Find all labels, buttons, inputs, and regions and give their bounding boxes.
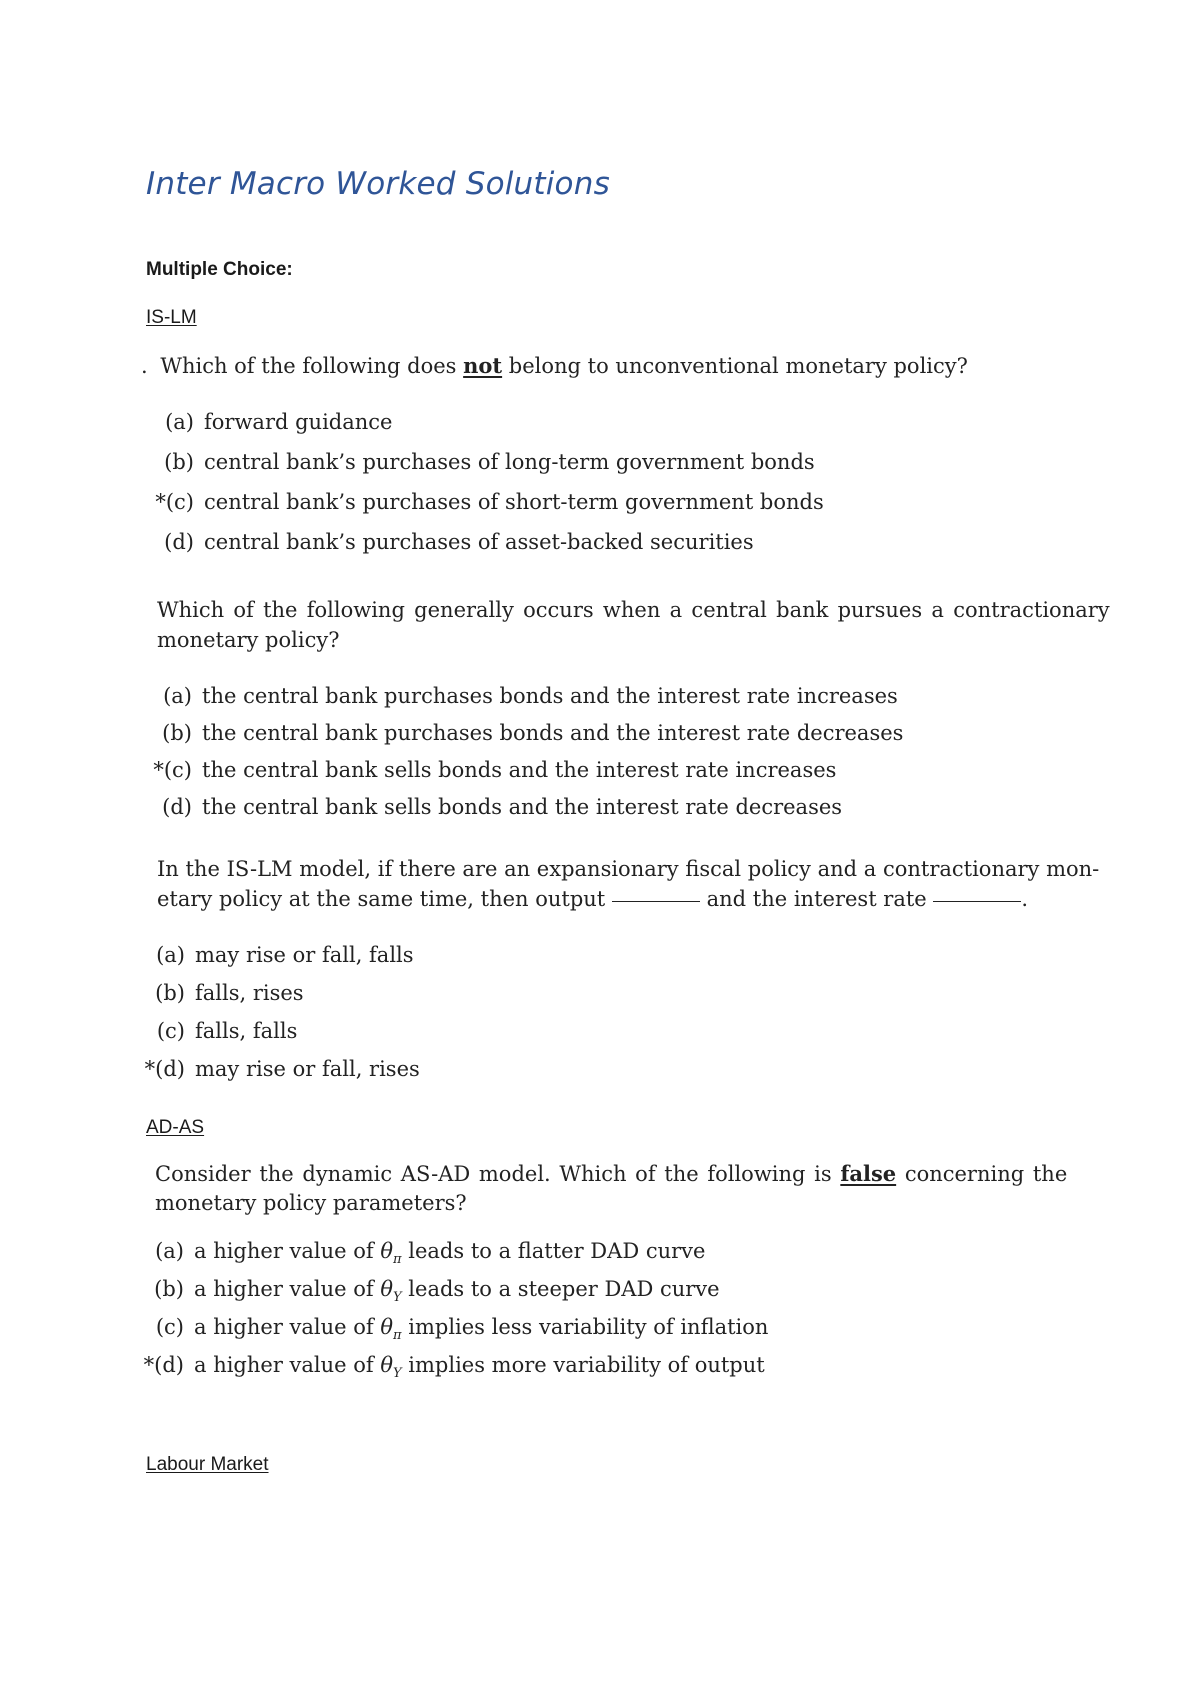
question-4-option bbox=[140, 1353, 765, 1381]
option-text: implies more variability of output bbox=[401, 1353, 765, 1377]
question-4-pre: Consider the dynamic AS-AD model. Which of the following is bbox=[155, 1162, 841, 1186]
question-3-option bbox=[141, 943, 414, 967]
option-text: leads to a flatter DAD curve bbox=[401, 1239, 706, 1263]
option-label: (c) bbox=[156, 1019, 185, 1043]
question-1-marker: . bbox=[141, 354, 148, 378]
option-label: (b) bbox=[154, 1277, 184, 1301]
question-4-option bbox=[140, 1277, 720, 1305]
answer-blank bbox=[933, 901, 1021, 902]
theta-subscript: π bbox=[393, 1252, 402, 1268]
question-2-line-2: monetary policy? bbox=[157, 628, 340, 652]
question-1-option bbox=[150, 530, 754, 554]
option-text: central bank’s purchases of short-term government bonds bbox=[204, 490, 824, 514]
question-3-option bbox=[141, 1019, 297, 1043]
question-2-option bbox=[148, 684, 898, 708]
theta-subscript: Y bbox=[393, 1290, 402, 1306]
question-1-option bbox=[150, 490, 824, 514]
theta-subscript: π bbox=[393, 1328, 402, 1344]
theta-subscript: Y bbox=[393, 1366, 402, 1382]
option-text: implies less variability of inflation bbox=[401, 1315, 769, 1339]
option-text: the central bank sells bonds and the interest rate increases bbox=[202, 758, 837, 782]
question-2-option bbox=[148, 721, 903, 745]
question-3-line-2-middle: and the interest rate bbox=[699, 887, 934, 911]
question-1-option bbox=[150, 450, 815, 474]
question-4-line-1 bbox=[155, 1161, 1067, 1186]
question-3-option bbox=[141, 981, 304, 1005]
option-text: central bank’s purchases of asset-backed securities bbox=[204, 530, 754, 554]
theta-symbol: θ bbox=[380, 1315, 394, 1339]
option-text: a higher value of bbox=[194, 1315, 381, 1339]
document-title: Inter Macro Worked Solutions bbox=[146, 166, 610, 202]
question-3-line-2-start: etary policy at the same time, then output bbox=[157, 887, 612, 911]
option-label: *(d) bbox=[144, 1057, 185, 1081]
option-label: (b) bbox=[155, 981, 185, 1005]
option-label: (d) bbox=[162, 795, 192, 819]
option-label: (b) bbox=[164, 450, 194, 474]
question-1-pre: Which of the following does bbox=[160, 354, 464, 378]
question-2-option bbox=[148, 758, 836, 782]
option-text: the central bank sells bonds and the interest rate decreases bbox=[202, 795, 843, 819]
option-label: *(c) bbox=[153, 758, 192, 782]
option-text: may rise or fall, falls bbox=[195, 943, 414, 967]
theta-symbol: θ bbox=[380, 1239, 394, 1263]
question-4-post: concerning the bbox=[896, 1162, 1068, 1186]
section-heading-ad-as: AD-AS bbox=[146, 1117, 205, 1138]
option-label: *(d) bbox=[143, 1353, 184, 1377]
question-4-option bbox=[140, 1239, 705, 1267]
option-label: (d) bbox=[164, 530, 194, 554]
question-1-post: belong to unconventional monetary policy? bbox=[502, 354, 968, 378]
option-text: the central bank purchases bonds and the interest rate decreases bbox=[202, 721, 904, 745]
section-heading-is-lm: IS-LM bbox=[146, 307, 197, 328]
option-text: leads to a steeper DAD curve bbox=[401, 1277, 720, 1301]
theta-symbol: θ bbox=[380, 1353, 394, 1377]
option-text: the central bank purchases bonds and the interest rate increases bbox=[202, 684, 898, 708]
question-4-line-2: monetary policy parameters? bbox=[155, 1191, 467, 1215]
option-text: a higher value of bbox=[194, 1277, 381, 1301]
question-2-option bbox=[148, 795, 842, 819]
question-4-option bbox=[140, 1315, 768, 1343]
option-text: a higher value of bbox=[194, 1239, 381, 1263]
question-1-text bbox=[141, 353, 968, 378]
option-label: (c) bbox=[155, 1315, 184, 1339]
question-3-line-2 bbox=[157, 887, 1028, 911]
question-4-emphasis: false bbox=[840, 1161, 897, 1186]
option-label: (a) bbox=[155, 1239, 184, 1263]
theta-symbol: θ bbox=[380, 1277, 394, 1301]
option-text: central bank’s purchases of long-term government bonds bbox=[204, 450, 815, 474]
option-label: (b) bbox=[162, 721, 192, 745]
section-heading-labour-market: Labour Market bbox=[146, 1454, 269, 1475]
question-3-line-1: In the IS-LM model, if there are an expansionary fiscal policy and a contractionary mon- bbox=[157, 857, 1100, 881]
multiple-choice-heading: Multiple Choice: bbox=[146, 259, 293, 280]
option-text: forward guidance bbox=[204, 410, 393, 434]
option-label: *(c) bbox=[155, 490, 194, 514]
answer-blank bbox=[612, 901, 700, 902]
question-3-option bbox=[141, 1057, 420, 1081]
question-1-option bbox=[150, 410, 392, 434]
option-text: a higher value of bbox=[194, 1353, 381, 1377]
option-label: (a) bbox=[163, 684, 192, 708]
option-text: falls, falls bbox=[195, 1019, 298, 1043]
option-label: (a) bbox=[165, 410, 194, 434]
question-2-line-1: Which of the following generally occurs when a central bank pursues a contractionary bbox=[157, 598, 1110, 622]
option-text: may rise or fall, rises bbox=[195, 1057, 420, 1081]
option-text: falls, rises bbox=[195, 981, 304, 1005]
question-1-emphasis: not bbox=[463, 353, 503, 378]
option-label: (a) bbox=[156, 943, 185, 967]
question-3-line-2-end: . bbox=[1021, 887, 1029, 911]
